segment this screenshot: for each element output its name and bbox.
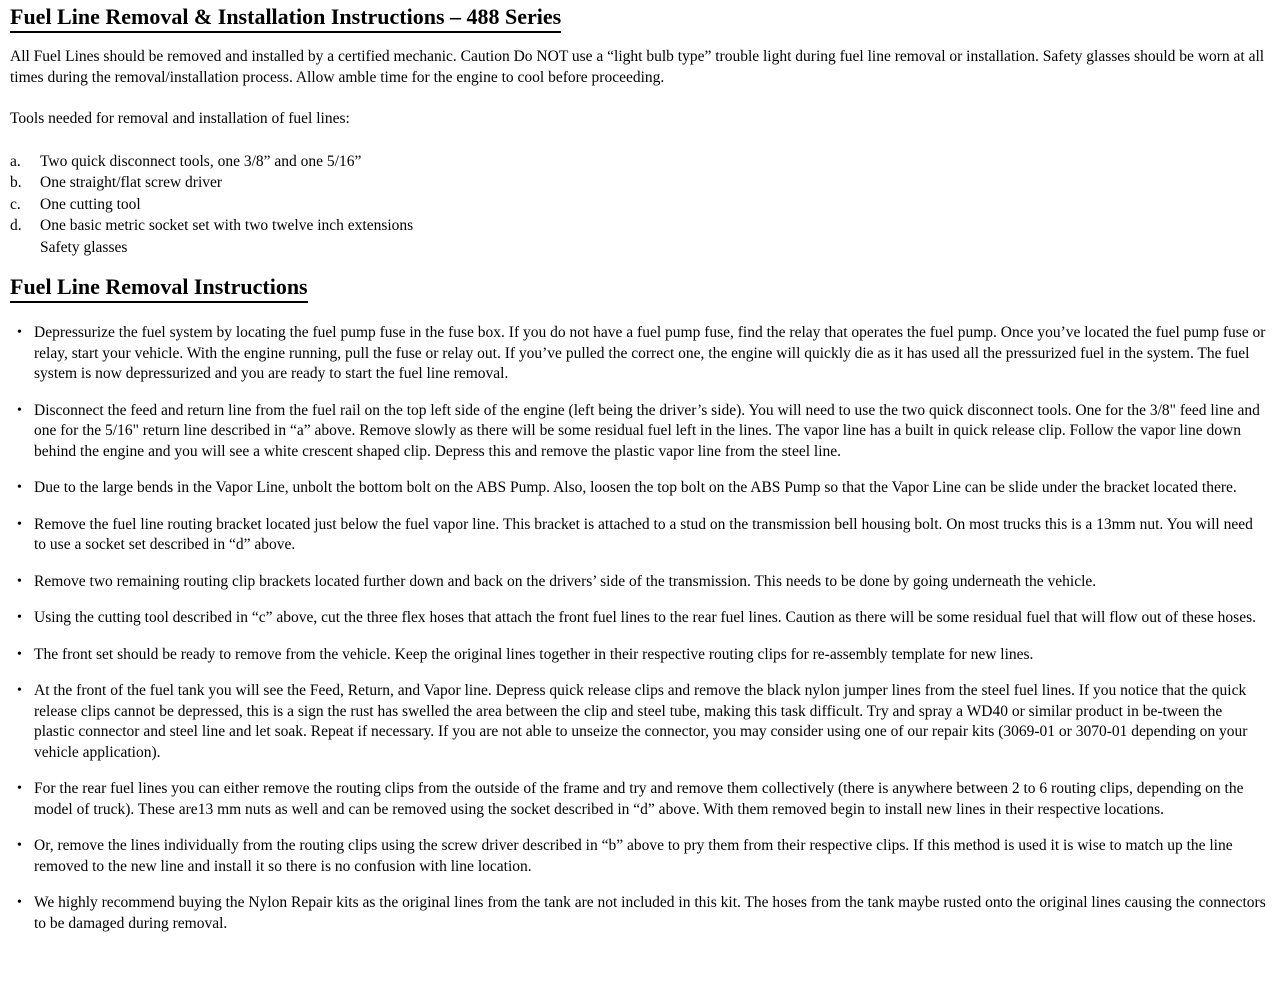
tool-item-marker: d.: [10, 217, 22, 234]
bullet-text: Disconnect the feed and return line from the fuel rail on the top left side of the engine (left being the driver’s side). You will need to use the two quick disconnect tools. One for the 3/8" feed line and one for the 5/16" return line described in “a” above. Remove slowly as there will be some residual fuel left in the lines. The vapor line has a built in quick release clip. Follow the vapor line down behind the engine and you will see a white crescent shaped clip. Depress this and remove the plastic vapor line from the steel line.: [34, 401, 1260, 460]
bullet-item-remove-individually: [10, 836, 1266, 877]
bullet-text: We highly recommend buying the Nylon Repair kits as the original lines from the tank are not included in this kit. The hoses from the tank maybe rusted onto the original lines causing the connectors to be damaged during removal.: [34, 894, 1266, 932]
tools-needed-heading: Tools needed for removal and installation of fuel lines:: [10, 110, 350, 127]
bullet-icon: •: [17, 402, 22, 418]
tool-item-text: Safety glasses: [40, 238, 128, 256]
bullet-item-routing-bracket: [10, 515, 1266, 556]
bullet-text: Remove two remaining routing clip brackets located further down and back on the drivers’ side of the transmission. This needs to be done by going underneath the vehicle.: [34, 572, 1097, 590]
bullet-item-fuel-tank-lines: [10, 681, 1266, 763]
bullet-text: Using the cutting tool described in “c” above, cut the three flex hoses that attach the front fuel lines to the rear fuel lines. Caution as there will be some residual fuel that will flow out of these hoses.: [34, 609, 1256, 626]
bullet-icon: •: [17, 516, 22, 532]
bullet-icon: •: [17, 573, 22, 589]
tools-list: [10, 151, 1266, 259]
tool-item-marker: a.: [10, 152, 21, 170]
tool-item-a: [10, 151, 1266, 173]
bullet-item-front-set-remove: [10, 645, 1266, 666]
bullet-text: Depressurize the fuel system by locating the fuel pump fuse in the fuse box. If you do not have a fuel pump fuse, find the relay that operates the fuel pump. Once you’ve located the fuel pump fuse or relay, start your vehicle. With the engine running, pull the fuse or relay out. If you’ve pulled the correct one, the engine will quickly die as it has used all the pressurized fuel in the system. The fuel system is now depressurized and you are ready to start the fuel line removal.: [34, 324, 1266, 382]
document-title: [10, 4, 1266, 33]
instructions-bullet-list: [10, 323, 1266, 934]
bullet-icon: •: [17, 646, 22, 662]
document-title-text: Fuel Line Removal & Installation Instructions – 488 Series: [10, 4, 561, 33]
bullet-icon: •: [17, 480, 22, 495]
bullet-item-cut-flex-hoses: [10, 608, 1266, 629]
bullet-text: Remove the fuel line routing bracket located just below the fuel vapor line. This bracket is attached to a stud on the transmission bell housing bolt. On most trucks this is a 13mm nut. You will need to use a socket set described in “d” above.: [34, 515, 1253, 553]
bullet-text: The front set should be ready to remove from the vehicle. Keep the original lines together in their respective routing clips for re-assembly template for new lines.: [34, 645, 1034, 663]
bullet-text: At the front of the fuel tank you will see the Feed, Return, and Vapor line. Depress quick release clips and remove the black nylon jumper lines from the steel fuel lines. If you notice that the quick release clips cannot be depressed, this is a sign the rust has swelled the area between the clip and steel tube, making this task difficult. Try and spray a WD40 or similar product in be-tween the plastic connector and steel line and let soak. Repeat if necessary. If you are not able to unseize the connector, you may consider using one of our repair kits (3069-01 or 3070-01 depending on your vehicle application).: [34, 682, 1248, 761]
tool-item-c: [10, 194, 1266, 216]
bullet-icon: •: [17, 683, 22, 698]
bullet-icon: •: [17, 838, 22, 853]
bullet-item-disconnect-feed-return: [10, 401, 1266, 463]
tool-item-text: One cutting tool: [40, 195, 141, 213]
section-heading-removal-instructions: [10, 274, 1266, 303]
bullet-item-nylon-repair-kits: [10, 893, 1266, 934]
bullet-item-vapor-line-abs-pump: [10, 478, 1266, 499]
tool-item-text: One straight/flat screw driver: [40, 174, 223, 191]
bullet-item-rear-fuel-lines: [10, 779, 1266, 820]
tool-item-marker: b.: [10, 174, 22, 191]
bullet-text: Due to the large bends in the Vapor Line, unbolt the bottom bolt on the ABS Pump. Also, loosen the top bolt on the ABS Pump so that the Vapor Line can be slide under the bracket located there.: [34, 479, 1237, 496]
bullet-icon: •: [17, 325, 22, 340]
bullet-text: For the rear fuel lines you can either remove the routing clips from the outside of the frame and try and remove them collectively (there is anywhere between 2 to 6 routing clips, depending on the model of truck). These are13 mm nuts as well and can be removed using the socket described in “d” above. With them removed begin to install new lines in their respective locations.: [34, 780, 1244, 818]
tool-item-text: One basic metric socket set with two twelve inch extensions: [40, 217, 414, 234]
bullet-text: Or, remove the lines individually from the routing clips using the screw driver described in “b” above to pry them from their respective clips. If this method is used it is wise to match up the line removed to the new line and install it so there is no confusion with line location.: [34, 837, 1233, 875]
bullet-icon: •: [17, 610, 22, 625]
tool-item-continuation: [10, 237, 1266, 259]
tool-item-text: Two quick disconnect tools, one 3/8” and one 5/16”: [40, 152, 362, 170]
bullet-item-depressurize: [10, 323, 1266, 385]
tool-item-marker: c.: [10, 195, 21, 213]
section-heading-text: Fuel Line Removal Instructions: [10, 274, 308, 303]
tool-item-b: [10, 172, 1266, 194]
bullet-icon: •: [17, 781, 22, 796]
bullet-item-remaining-clips: [10, 572, 1266, 593]
tool-item-marker: [10, 237, 40, 259]
tool-item-d: [10, 215, 1266, 237]
intro-paragraph: All Fuel Lines should be removed and installed by a certified mechanic. Caution Do NOT use a “light bulb type” trouble light during fuel line removal or installation. Safety glasses should be worn at all times during the removal/installation process. Allow amble time for the engine to cool before proceeding.: [10, 48, 1265, 86]
bullet-icon: •: [17, 895, 22, 910]
